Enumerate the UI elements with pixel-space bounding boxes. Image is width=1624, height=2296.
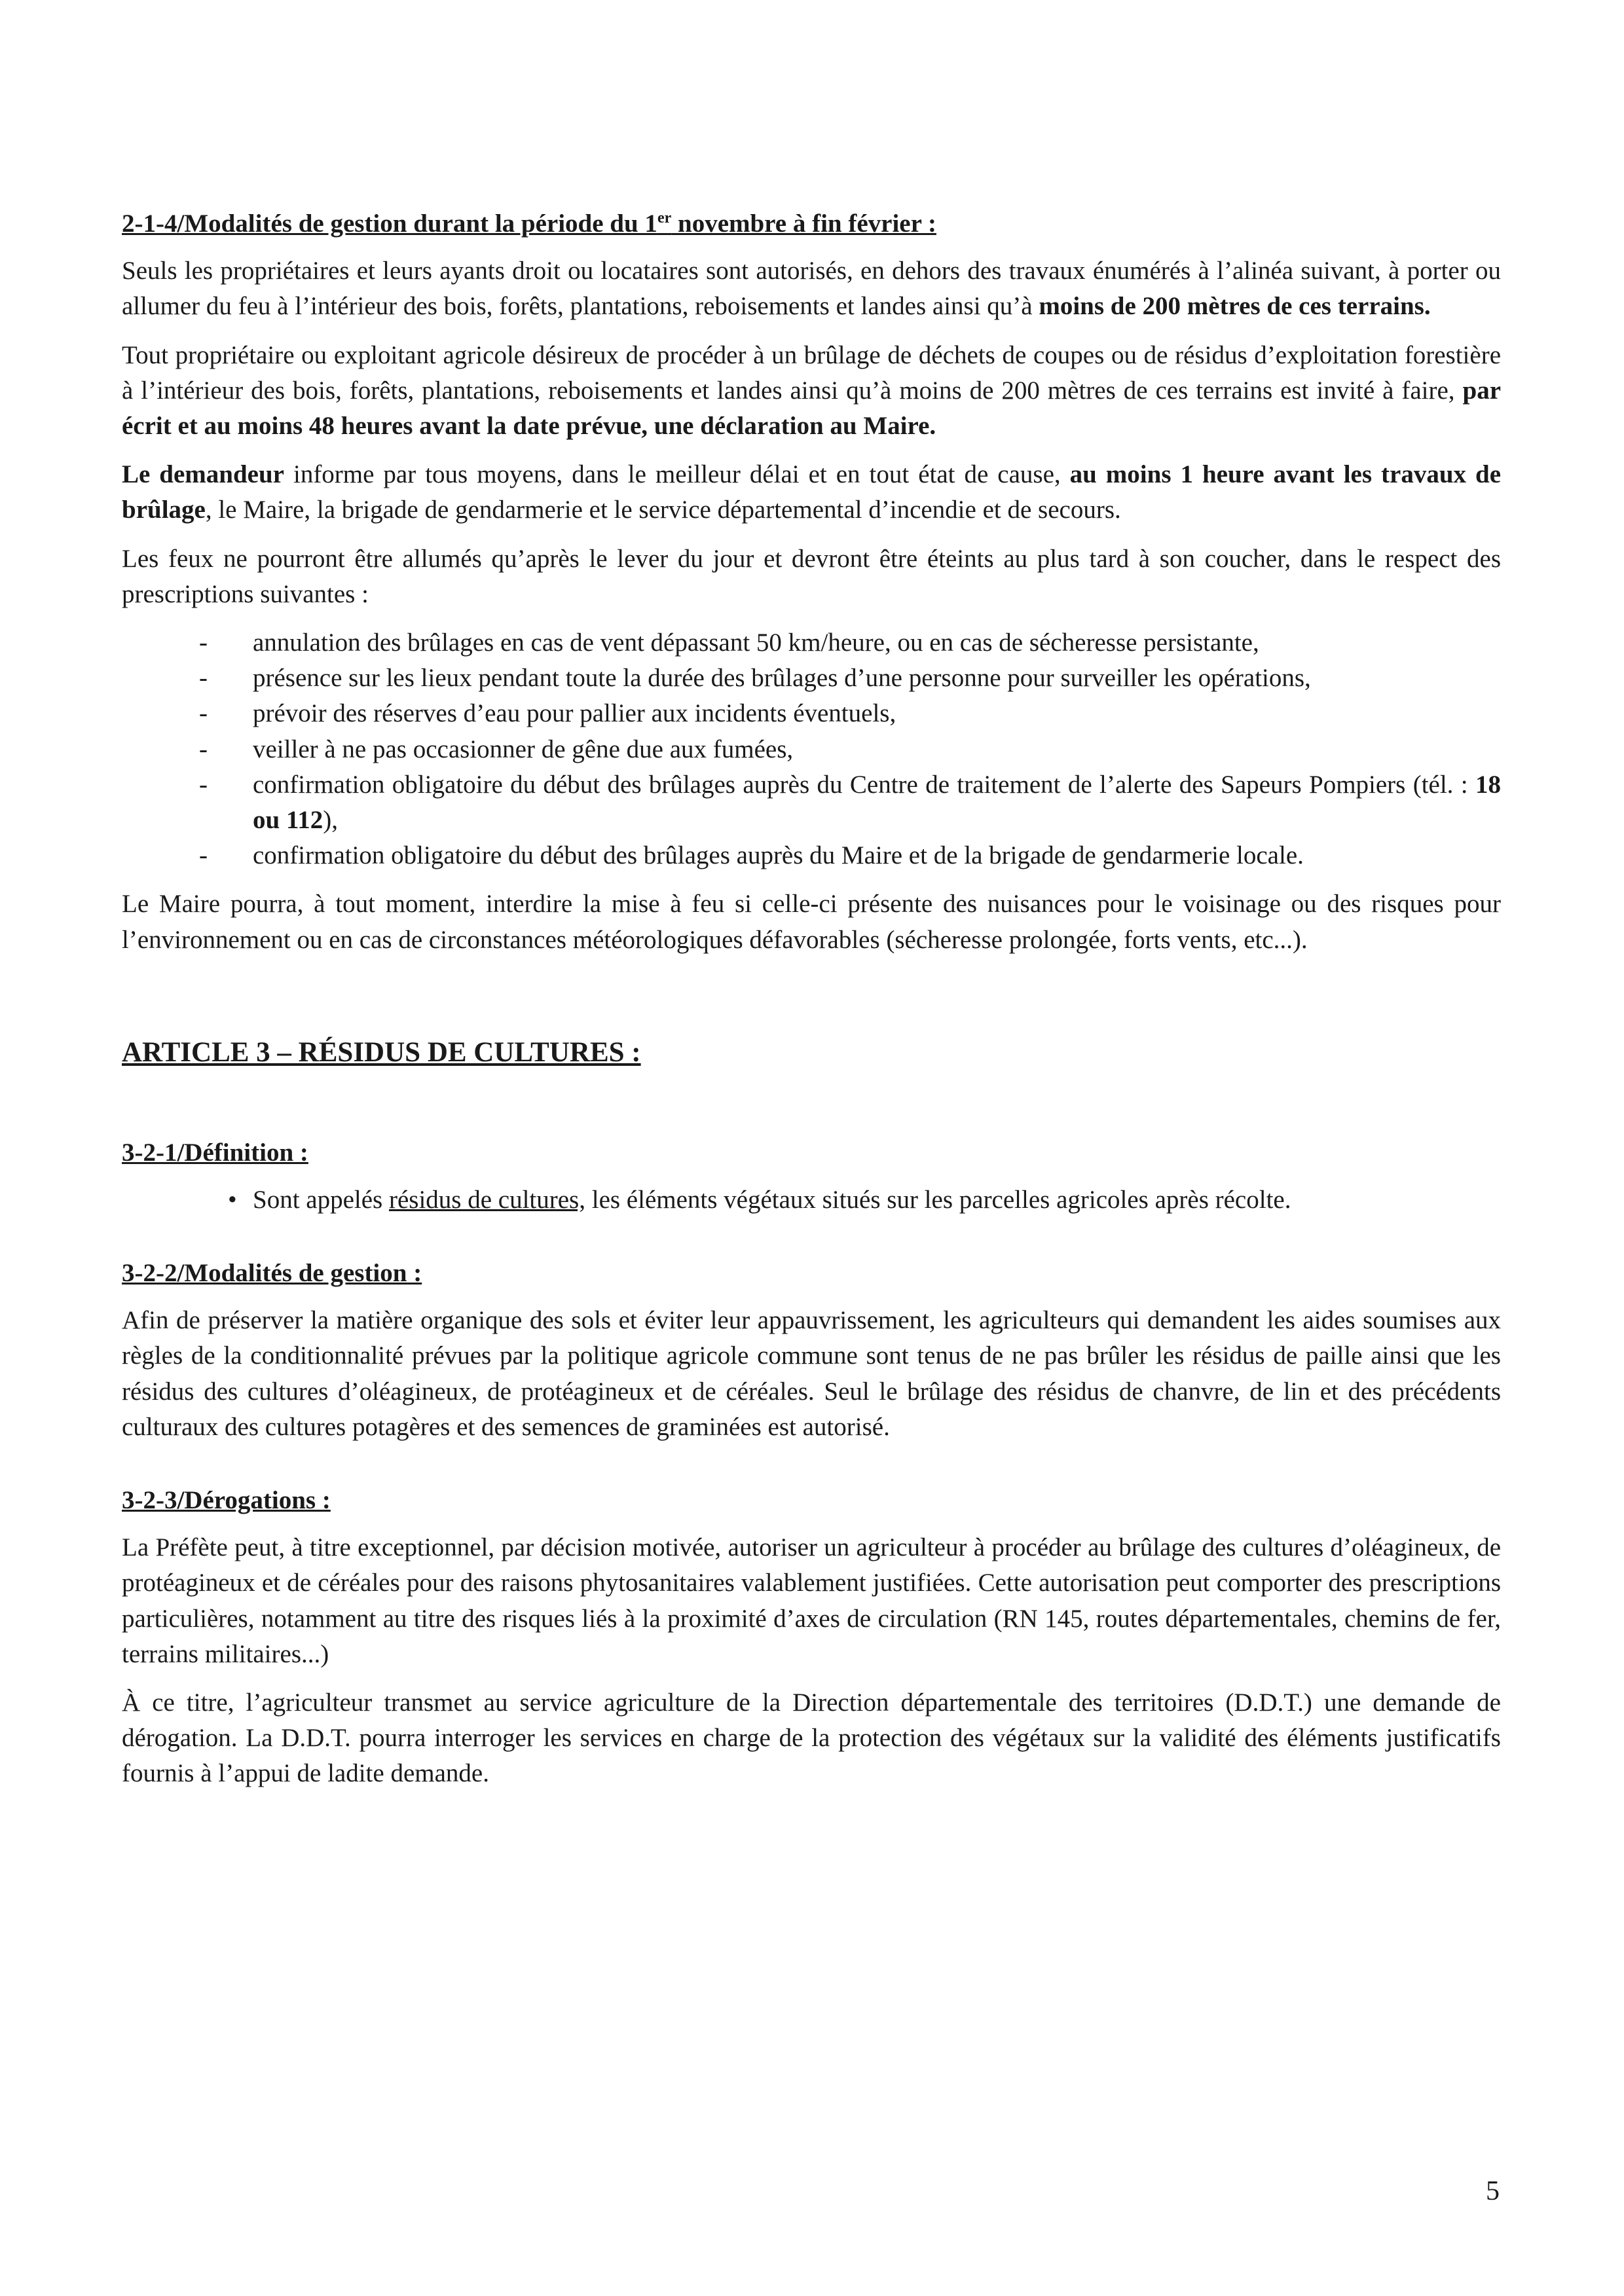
paragraph-fire-hours: Les feux ne pourront être allumés qu’après le lever du jour et devront être éteints au plus tard à son coucher, dans le respect des prescriptions suivantes : — [122, 544, 1501, 608]
paragraph-owners-authorized — [122, 253, 1501, 324]
prescriptions-list — [122, 625, 1501, 873]
paragraph-management: Afin de préserver la matière organique des sols et éviter leur appauvrissement, les agriculteurs qui demandent les aides soumises aux règles de la conditionnalité prévues par la politique agricole commune sont tenus de ne pas brûler les résidus de paille ainsi que les résidus des cultures d’oléagineux, de protéagineux et de céréales. Seul le brûlage des résidus de chanvre, de lin et des précédents culturaux des cultures potagères et des semences de graminées est autorisé. — [122, 1306, 1501, 1441]
list-item-text: confirmation obligatoire du début des brûlages auprès du Centre de traitement de l’alerte des Sapeurs Pompiers (tél. : — [253, 770, 1475, 799]
definition-term: résidus de cultures, — [388, 1185, 585, 1214]
paragraph-text: Tout propriétaire ou exploitant agricole désireux de procéder à un brûlage de déchets de coupes ou de résidus d’exploitation forestière à l’intérieur des bois, forêts, plantations, reboisements et landes ainsi qu’à moins de 200 mètres de ces terrains est invité à faire, — [122, 340, 1501, 405]
section-heading-3-2-1: 3-2-1/Définition : — [122, 1138, 308, 1167]
paragraph-derogation-request: À ce titre, l’agriculteur transmet au service agriculture de la Direction départementale des territoires (D.D.T.) une demande de dérogation. La D.D.T. pourra interroger les services en charge de la protection des végétaux sur la validité des éléments justificatifs fournis à l’appui de ladite demande. — [122, 1688, 1501, 1788]
paragraph-emphasis: Le demandeur — [122, 460, 284, 489]
paragraph-emphasis: moins de 200 mètres de ces terrains. — [1039, 292, 1431, 321]
list-item — [253, 767, 1501, 838]
section-heading-3-2-2: 3-2-2/Modalités de gestion : — [122, 1259, 422, 1288]
paragraph-text: Seuls les propriétaires et leurs ayants droit ou locataires sont autorisés, en dehors des travaux énumérés à l’alinéa suivant, à porter ou allumer du feu à l’intérieur des bois, forêts, plantations, reboisements et landes ainsi qu’à — [122, 257, 1501, 321]
article-heading-3: ARTICLE 3 – RÉSIDUS DE CULTURES : — [122, 1036, 641, 1068]
paragraph-declaration — [122, 338, 1501, 445]
definition-bullet — [253, 1182, 1501, 1218]
page-number: 5 — [1486, 2176, 1500, 2206]
paragraph-derogation-prefect: La Préfète peut, à titre exceptionnel, par décision motivée, autoriser un agriculteur à procéder au brûlage des cultures d’oléagineux, de protéagineux et de céréales pour des raisons phytosanitaires valablement justifiées. Cette autorisation peut comporter des prescriptions particulières, notamment au titre des risques liés à la proximité d’axes de circulation (RN 145, routes départementales, chemins de fer, terrains militaires...) — [122, 1533, 1501, 1668]
heading-text: 2-1-4/Modalités de gestion durant la période du 1 — [122, 210, 657, 238]
list-item-text-end: ), — [323, 806, 339, 835]
paragraph-mayor-prohibition: Le Maire pourra, à tout moment, interdire la mise à feu si celle-ci présente des nuisances pour le voisinage ou des risques pour l’environnement ou en cas de circonstances météorologiques défavorables (sécheresse prolongée, forts vents, etc...). — [122, 890, 1501, 954]
paragraph-applicant-informs — [122, 457, 1501, 528]
list-item: - présence sur les lieux pendant toute la durée des brûlages d’une personne pour surveiller les opérations, — [253, 661, 1501, 696]
list-item: - annulation des brûlages en cas de vent dépassant 50 km/heure, ou en cas de sécheresse persistante, — [253, 625, 1501, 661]
paragraph-text: informe par tous moyens, dans le meilleur délai et en tout état de cause, — [284, 460, 1070, 489]
definition-text-end: les éléments végétaux situés sur les parcelles agricoles après récolte. — [585, 1185, 1291, 1214]
list-item: - confirmation obligatoire du début des brûlages auprès du Maire et de la brigade de gendarmerie locale. — [253, 838, 1501, 873]
definition-text: Sont appelés — [253, 1185, 389, 1214]
heading-superscript: er — [657, 210, 672, 227]
paragraph-emphasis: par écrit et au moins 48 heures avant la date prévue, une déclaration au Maire. — [122, 376, 1501, 441]
section-heading-2-1-4 — [122, 206, 1501, 242]
list-item: - veiller à ne pas occasionner de gêne due aux fumées, — [253, 732, 1501, 767]
section-heading-3-2-3: 3-2-3/Dérogations : — [122, 1486, 331, 1515]
page-content — [122, 206, 1501, 1805]
paragraph-text: , le Maire, la brigade de gendarmerie et le service départemental d’incendie et de secours. — [205, 496, 1121, 524]
list-item: - prévoir des réserves d’eau pour pallier aux incidents éventuels, — [253, 696, 1501, 731]
paragraph-emphasis: au moins 1 heure avant les travaux de brûlage — [122, 460, 1502, 524]
phone-numbers: 18 ou 112 — [253, 770, 1501, 835]
heading-text-end: novembre à fin février : — [671, 210, 936, 238]
